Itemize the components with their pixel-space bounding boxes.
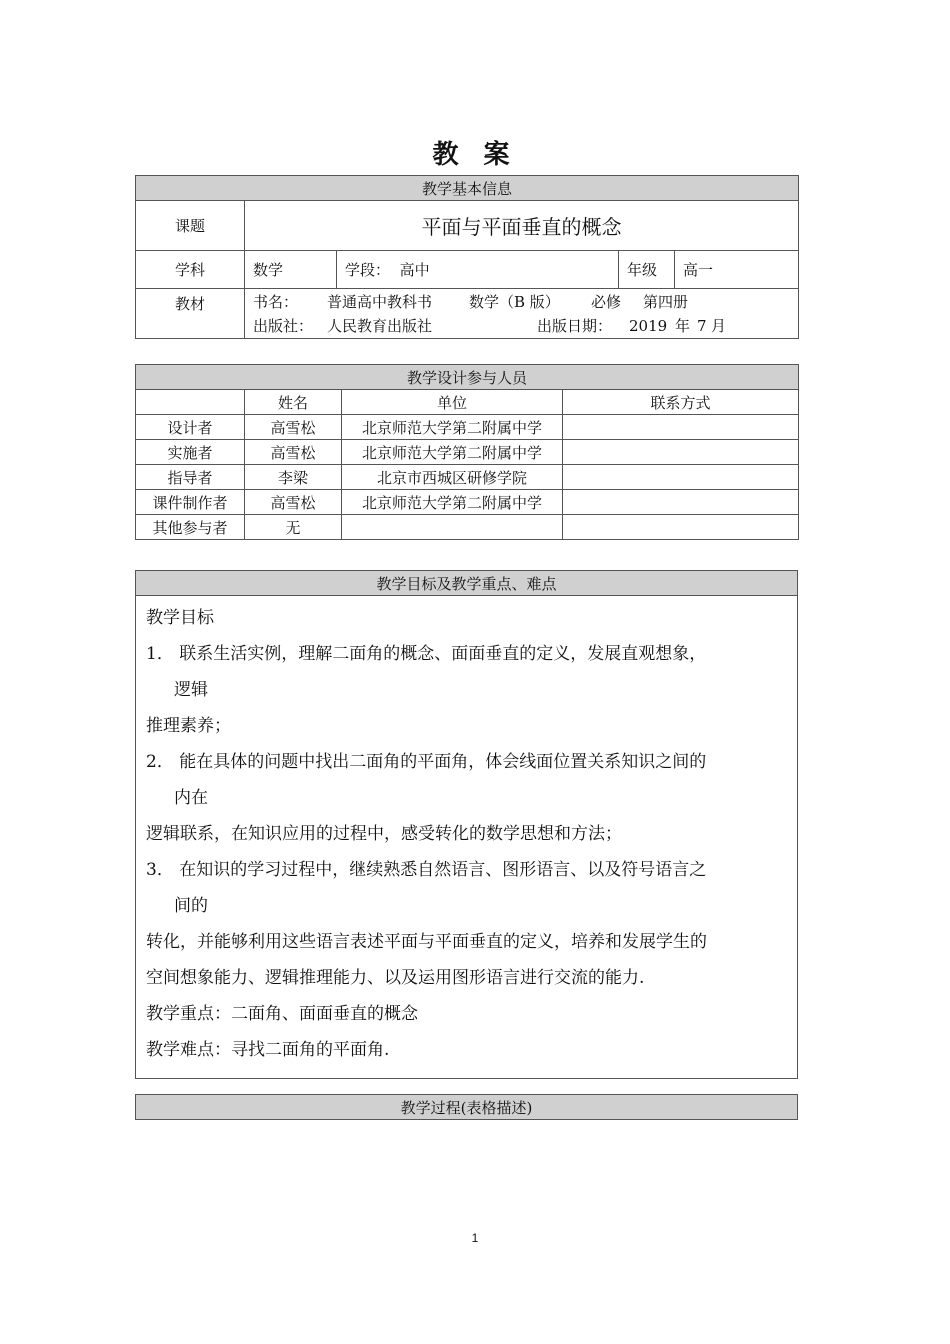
contact-cell [563,415,799,440]
basic-info-table [135,175,799,339]
column-header: 姓名 [245,390,342,415]
unit-cell: 北京师范大学第二附属中学 [342,415,563,440]
participants-header: 教学设计参与人员 [136,365,799,390]
objective-line: 3． 在知识的学习过程中，继续熟悉自然语言、图形语言、以及符号语言之 [146,860,707,880]
objective-line: 2． 能在具体的问题中找出二面角的平面角，体会线面位置关系知识之间的 [146,752,707,772]
date-label: 出版日期： [537,316,613,335]
objective-line: 转化，并能够利用这些语言表述平面与平面垂直的定义，培养和发展学生的 [146,932,707,952]
role-cell: 课件制作者 [136,490,245,515]
table-row [136,415,799,440]
book-line [253,290,790,314]
book-required: 必修 [591,292,622,311]
document-title: 教 案 [432,140,518,170]
topic-label: 课题 [136,201,245,251]
unit-cell: 北京市西城区研修学院 [342,465,563,490]
name-cell: 李梁 [245,465,342,490]
objective-line: 推理素养； [146,716,231,736]
name-cell: 无 [245,515,342,540]
objective-line: 1． 联系生活实例，理解二面角的概念、面面垂直的定义，发展直观想象， [146,644,707,664]
column-header: 单位 [342,390,563,415]
material-cell [245,289,799,339]
topic-value: 平面与平面垂直的概念 [245,201,799,251]
page-number: 1 [471,1231,479,1245]
stage-value: 高中 [399,261,430,279]
stage-label: 学段： [345,261,391,279]
role-cell: 其他参与者 [136,515,245,540]
book-name: 普通高中教科书 [327,292,433,311]
unit-cell: 北京师范大学第二附属中学 [342,490,563,515]
objective-line: 教学目标 [146,608,214,628]
participants-table [135,364,799,540]
name-cell: 高雪松 [245,415,342,440]
contact-cell [563,515,799,540]
table-row [136,515,799,540]
book-label: 书名： [253,292,299,311]
participants-column-headers [136,390,799,415]
basic-info-header: 教学基本信息 [136,176,799,201]
objective-line: 空间想象能力、逻辑推理能力、以及运用图形语言进行交流的能力. [146,968,645,988]
date-year: 2019 [629,316,668,335]
book-edition: 数学（B 版） [469,292,560,311]
grade-value: 高一 [675,251,799,289]
objectives-table [135,570,798,1079]
role-cell: 实施者 [136,440,245,465]
subject-value: 数学 [245,251,337,289]
contact-cell [563,490,799,515]
name-cell: 高雪松 [245,490,342,515]
material-label: 教材 [136,289,245,339]
table-row [136,490,799,515]
objective-line: 内在 [174,788,208,808]
process-table [135,1094,798,1120]
publisher-label: 出版社： [253,316,314,335]
objective-line: 间的 [174,896,208,916]
book-volume: 第四册 [643,292,689,311]
objectives-body [136,596,798,1079]
objective-line: 逻辑联系，在知识应用的过程中，感受转化的数学思想和方法； [146,824,622,844]
contact-cell [563,440,799,465]
stage-cell [337,251,619,289]
year-unit: 年 [675,316,691,335]
unit-cell [342,515,563,540]
column-header: 联系方式 [563,390,799,415]
role-cell: 指导者 [136,465,245,490]
objective-line: 逻辑 [174,680,208,700]
month-unit: 月 [711,316,727,335]
role-cell: 设计者 [136,415,245,440]
column-header [136,390,245,415]
table-row [136,465,799,490]
objective-line: 教学重点：二面角、面面垂直的概念 [146,1004,418,1024]
publisher-value: 人民教育出版社 [327,316,433,335]
grade-label: 年级 [619,251,675,289]
unit-cell: 北京师范大学第二附属中学 [342,440,563,465]
process-header: 教学过程(表格描述) [136,1095,798,1120]
objectives-header: 教学目标及教学重点、难点 [136,571,798,596]
publisher-line [253,314,790,338]
subject-label: 学科 [136,251,245,289]
date-month: 7 [697,316,707,335]
objective-line: 教学难点：寻找二面角的平面角. [146,1040,390,1060]
name-cell: 高雪松 [245,440,342,465]
contact-cell [563,465,799,490]
table-row [136,440,799,465]
